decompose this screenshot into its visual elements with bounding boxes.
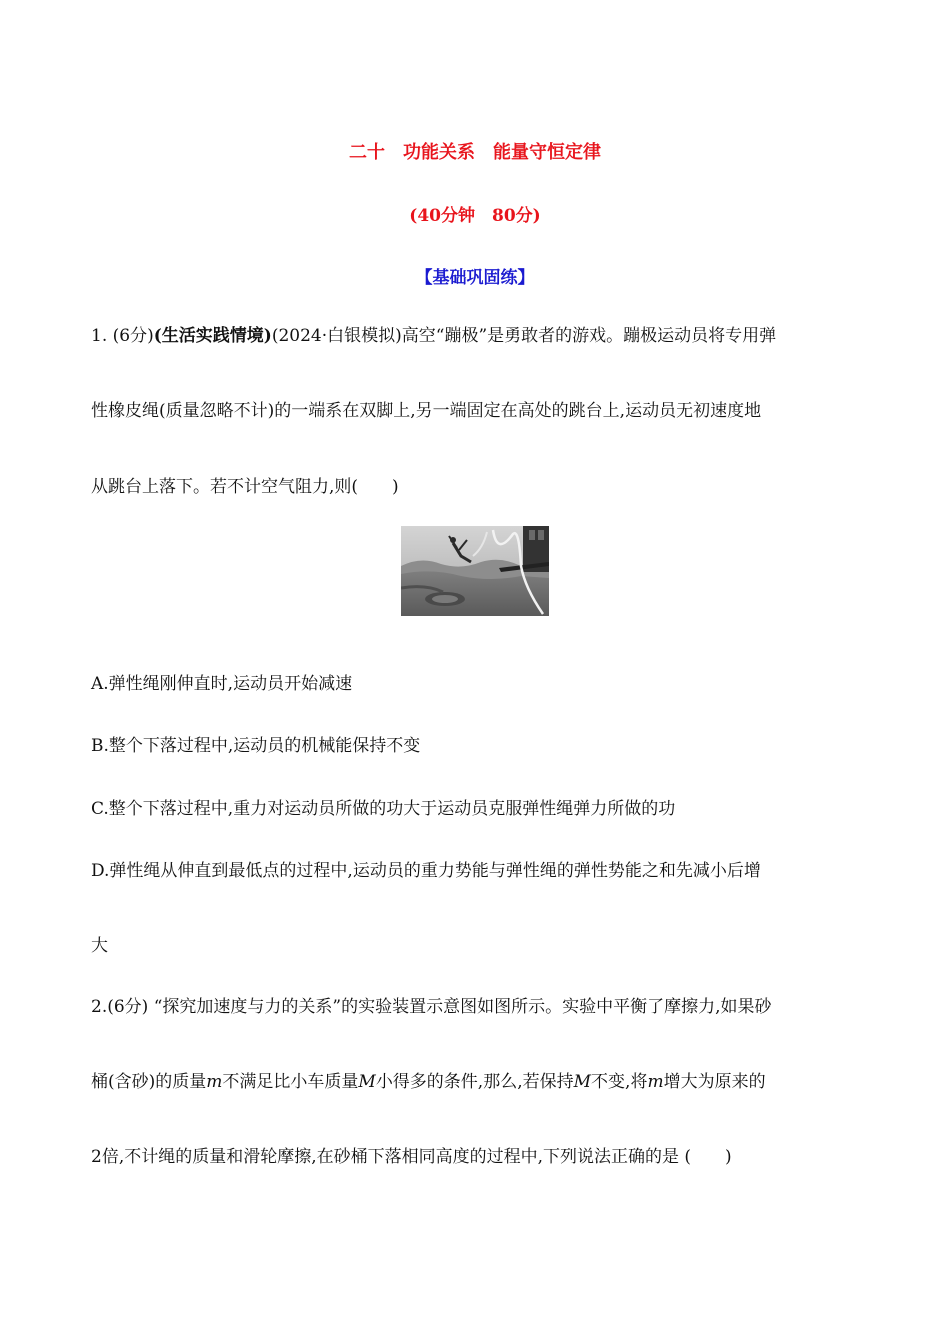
q1-number: 1. xyxy=(91,326,108,346)
page-subtitle: (40分钟 80分) xyxy=(409,206,541,226)
q1-context: (生活实践情境) xyxy=(153,326,272,346)
page-title: 二十 功能关系 能量守恒定律 xyxy=(349,142,601,163)
q2-var-m-2: m xyxy=(647,1072,664,1092)
q2-text-e: 增大为原来的 xyxy=(663,1072,766,1092)
q1-score: (6分) xyxy=(112,326,154,346)
q1-option-a: A.弹性绳刚伸直时,运动员开始减速 xyxy=(91,674,353,694)
bungee-photo xyxy=(401,526,549,616)
q2-var-m: m xyxy=(206,1072,223,1092)
q1-option-d-line-2: 大 xyxy=(91,936,108,956)
q2-line-3: 2倍,不计绳的质量和滑轮摩擦,在砂桶下落相同高度的过程中,下列说法正确的是 ( ) xyxy=(91,1147,732,1167)
section-heading: 【基础巩固练】 xyxy=(415,268,535,288)
q2-text-b: 不满足比小车质量 xyxy=(222,1072,359,1092)
q2-text-a: 桶(含砂)的质量 xyxy=(91,1072,207,1092)
q1-line-2: 性橡皮绳(质量忽略不计)的一端系在双脚上,另一端固定在高处的跳台上,运动员无初速度地 xyxy=(91,401,762,421)
q2-var-M: M xyxy=(358,1072,376,1092)
q2-text-c: 小得多的条件,那么,若保持 xyxy=(375,1072,574,1092)
q2-line-1: 2.(6分) “探究加速度与力的关系”的实验装置示意图如图所示。实验中平衡了摩擦力,如果砂 xyxy=(91,997,772,1017)
q1-line-1 xyxy=(91,325,776,347)
q2-text-d: 不变,将 xyxy=(591,1072,648,1092)
q1-line-1-text: (2024·白银模拟)高空“蹦极”是勇敢者的游戏。蹦极运动员将专用弹 xyxy=(271,326,777,346)
q1-option-b: B.整个下落过程中,运动员的机械能保持不变 xyxy=(91,736,421,756)
q1-line-3: 从跳台上落下。若不计空气阻力,则( ) xyxy=(91,477,399,497)
q1-option-d-line-1: D.弹性绳从伸直到最低点的过程中,运动员的重力势能与弹性绳的弹性势能之和先减小后增 xyxy=(91,861,761,881)
q1-option-c: C.整个下落过程中,重力对运动员所做的功大于运动员克服弹性绳弹力所做的功 xyxy=(91,799,676,819)
q2-line-2 xyxy=(91,1071,766,1093)
q2-var-M-2: M xyxy=(573,1072,592,1092)
